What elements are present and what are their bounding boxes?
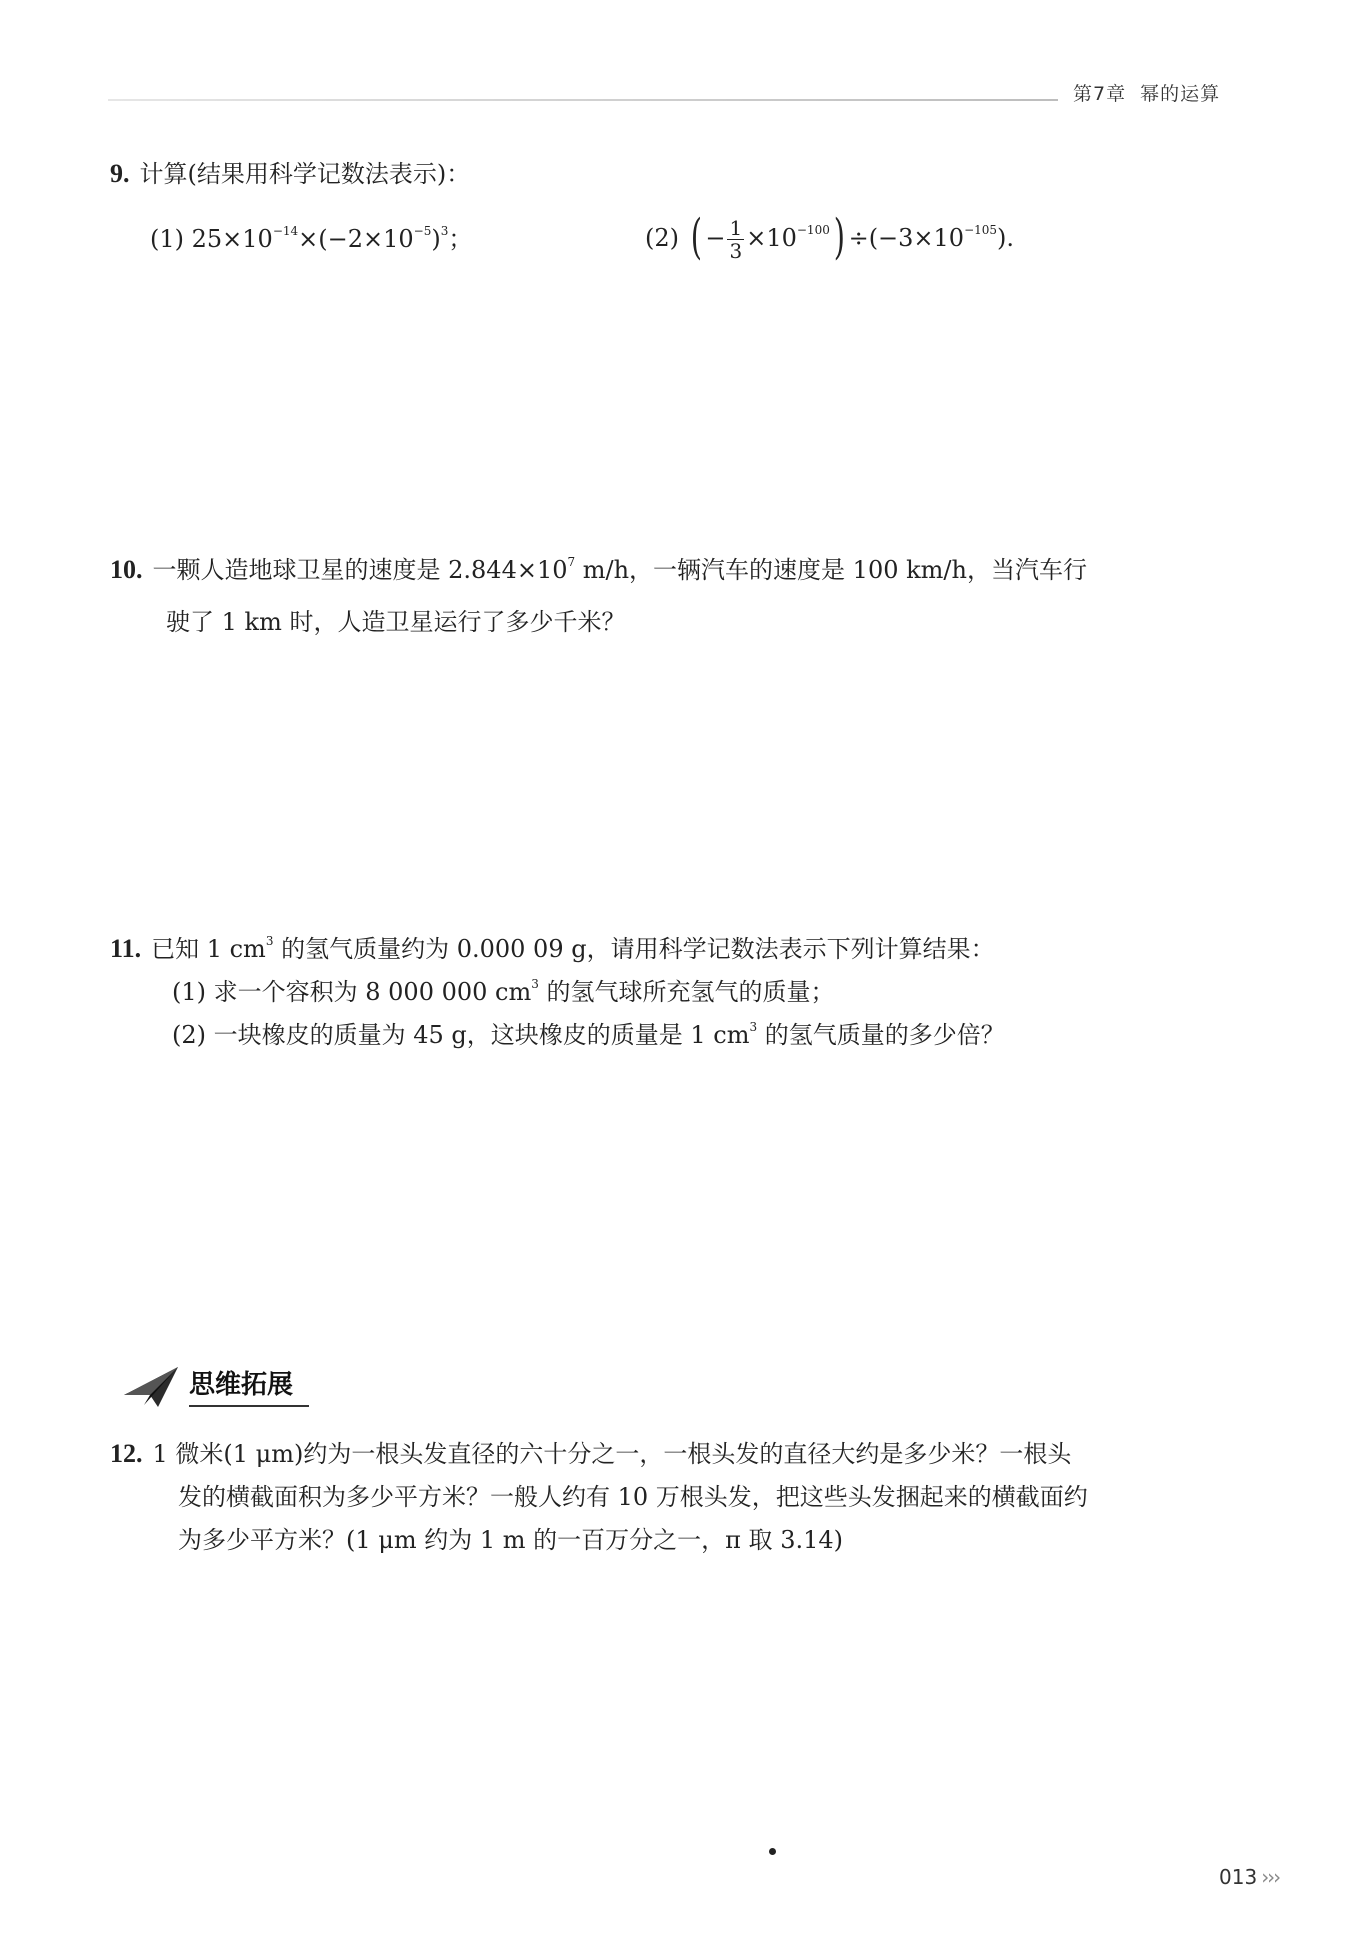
- chevron-right-icon: ›››: [1261, 1865, 1280, 1889]
- section-title: 思维拓展: [189, 1370, 294, 1400]
- section-underline: [189, 1405, 309, 1407]
- fraction-one-third: $\frac{1}{3}$: [729, 216, 743, 263]
- chapter-title: 幂的运算: [1140, 83, 1221, 105]
- paper-plane-icon: [122, 1365, 180, 1409]
- question-12-line-1: 12. 1 微米(1 μm)约为一根头发直径的六十分之一，一根头发的直径大约是多少米？一根头: [110, 1437, 1071, 1471]
- question-12-line-2: 发的横截面积为多少平方米？一般人约有 10 万根头发，把这些头发捆起来的横截面约: [178, 1483, 1088, 1511]
- question-number: 11.: [110, 934, 142, 963]
- question-number: 10.: [110, 555, 143, 584]
- dot-mark: [769, 1848, 776, 1855]
- question-10-line-2: 驶了 1 km 时，人造卫星运行了多少千米？: [166, 608, 626, 636]
- chapter-number: 第7章: [1073, 83, 1127, 105]
- question-9-part-1: (1) $25\times 10^{-14}\times(-2\times 10^{-5})^3$；: [150, 224, 473, 253]
- question-9-part-2: (2) ( − $\frac{1}{3}$ $\times 10^{-100}) \div(-3\times 10^{-105})$.: [645, 208, 1015, 265]
- question-number: 9.: [110, 159, 130, 188]
- question-11-stem: 11. 已知 1 $cm^3$ 的氢气质量约为 0.000 09 g，请用科学记数法表示下列计算结果：: [110, 932, 995, 966]
- header-chapter: [1073, 79, 1220, 106]
- question-11-part-2: (2) 一块橡皮的质量为 45 g，这块橡皮的质量是 1 $cm^3$ 的氢气质量的多少倍？: [172, 1020, 1005, 1049]
- page-number: 013 ›››: [1219, 1865, 1280, 1889]
- question-10-line-1: 10. 一颗人造地球卫星的速度是 $2.844\times 10^7$ m/h，一辆汽车的速度是 100 km/h，当汽车行: [110, 553, 1087, 587]
- question-number: 12.: [110, 1439, 143, 1468]
- question-9-stem: 9. 计算(结果用科学记数法表示)：: [110, 157, 470, 191]
- header-rule: [108, 99, 1058, 101]
- left-paren-icon: (: [690, 208, 702, 265]
- question-12-line-3: 为多少平方米？(1 μm 约为 1 m 的一百万分之一，π 取 3.14): [178, 1526, 843, 1554]
- question-11-part-1: (1) 求一个容积为 8 000 000 $cm^3$ 的氢气球所充氢气的质量；: [172, 977, 835, 1006]
- right-paren-icon: ): [833, 208, 845, 265]
